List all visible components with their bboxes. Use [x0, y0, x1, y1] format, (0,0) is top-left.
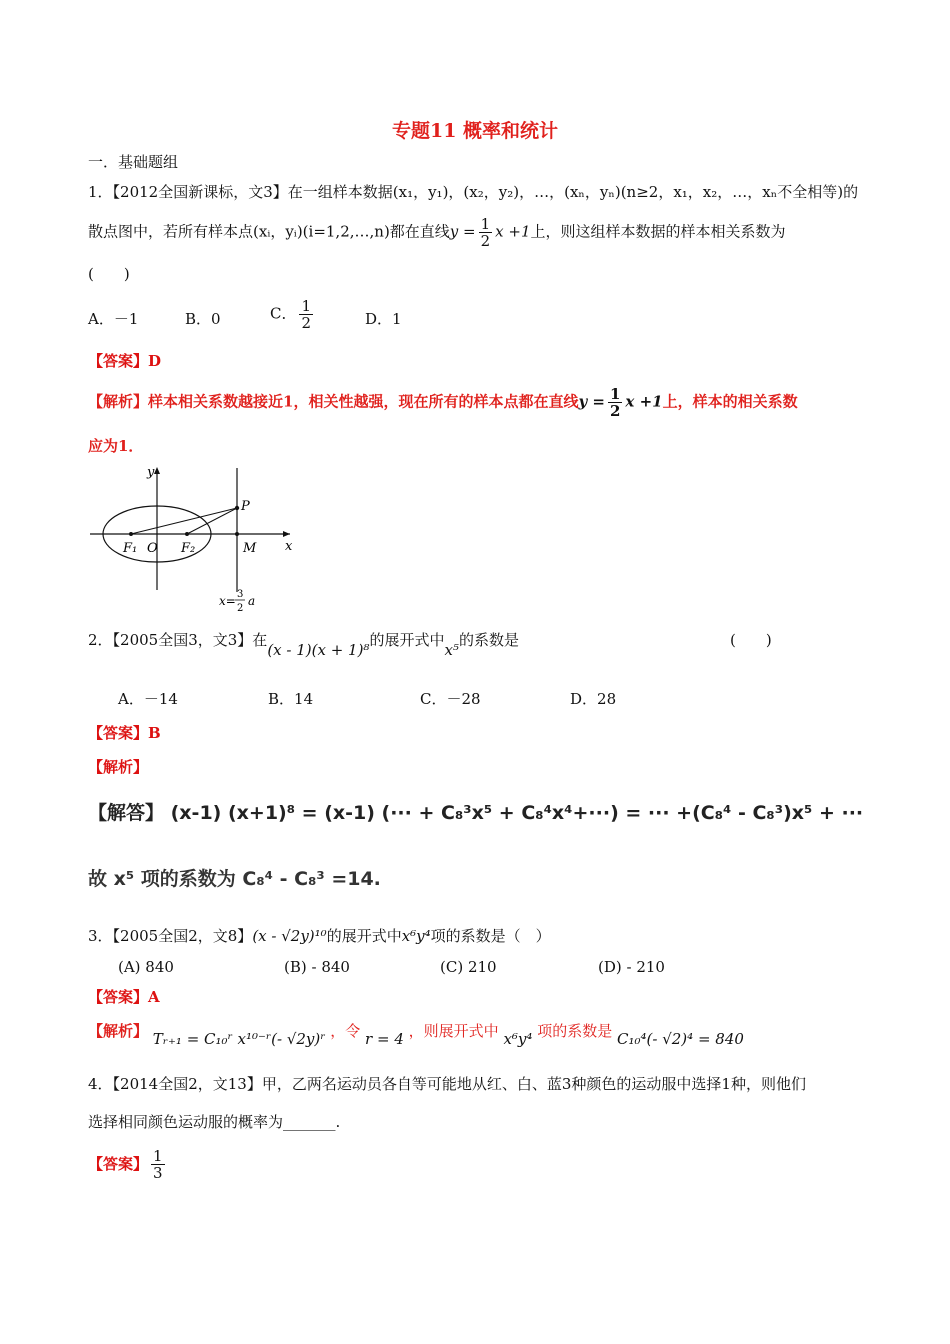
label-o: O: [147, 541, 158, 556]
label-line-den: 2: [237, 603, 244, 614]
q1-option-c: C． $\frac{1}{2}$: [270, 297, 312, 332]
q3-option-c: (C) 210: [440, 958, 497, 976]
label-x: x: [285, 539, 293, 554]
label-f2: F₂: [181, 541, 196, 556]
q2-stem: 2．【2005全国3，文3】在(x - 1)(x + 1)⁸的展开式中x⁵的系数是: [88, 631, 519, 659]
label-y: y: [147, 465, 155, 480]
segment-f1-p: [131, 508, 237, 534]
q3-option-b: (B) - 840: [284, 958, 350, 976]
label-m: M: [243, 541, 257, 556]
q3-option-a: (A) 840: [118, 958, 174, 976]
q3-option-d: (D) - 210: [598, 958, 665, 976]
y-axis-arrow: [154, 467, 160, 474]
q4-stem-line1: 4．【2014全国2，文13】甲，乙两名运动员各自等可能地从红、白、蓝3种颜色的运动服中选择1种，则他们: [88, 1075, 806, 1093]
label-f1: F₁: [123, 541, 138, 556]
q2-option-b: B．14: [268, 690, 314, 708]
point-p: [235, 506, 239, 510]
q1-analysis-line2: 应为1．: [88, 437, 144, 455]
label-line-num: 3: [237, 589, 244, 600]
q1-paren: ( ): [88, 265, 130, 283]
label-p: P: [241, 499, 250, 514]
section-heading: 一．基础题组: [88, 153, 179, 171]
q1-option-b: B．0: [185, 310, 221, 328]
label-line-x: x=: [219, 594, 236, 608]
q2-solution-line1: 【解答】 (x-1) (x+1)⁸ = (x-1) (··· + C₈³x⁵ + C₈⁴x⁴+···) = ··· +(C₈⁴ - C₈³)x⁵ + ···: [88, 802, 864, 824]
q3-stem: 3．【2005全国2，文8】(x - √2y)¹⁰的展开式中x⁶y⁴项的系数是（ ）: [88, 927, 551, 945]
q2-answer: 【答案】B: [88, 724, 161, 742]
q2-solution-line2: 故 x⁵ 项的系数为 C₈⁴ - C₈³ =14.: [88, 868, 381, 890]
segment-f2-p: [187, 508, 237, 534]
ellipse-figure: [85, 462, 305, 614]
q3-answer: 【答案】A: [88, 988, 160, 1006]
page-title: 专题11 概率和统计: [391, 120, 559, 142]
q1-stem-line1: 1．【2012全国新课标，文3】在一组样本数据(x₁，y₁)，(x₂，y₂)，…，(xₙ，yₙ)(n≥2，x₁，x₂，…，xₙ不全相等)的: [88, 183, 859, 201]
x-axis-arrow: [283, 531, 290, 537]
q4-answer: 【答案】 $\frac{1}{3}$: [88, 1147, 163, 1182]
q4-stem-line2: 选择相同颜色运动服的概率为_______.: [88, 1113, 341, 1131]
q1-stem-line2: 散点图中，若所有样本点(xᵢ，yᵢ)(i=1,2,…,n)都在直线y = $\frac{1}{2}$ x +1上，则这组样本数据的样本相关系数为: [88, 215, 786, 250]
point-m: [235, 532, 239, 536]
point-f2: [185, 532, 189, 536]
label-line-a: a: [248, 594, 256, 608]
q1-analysis-line1: 【解析】样本相关系数越接近1，相关性越强，现在所有的样本点都在直线y = $\frac{1}{2}$ x +1上，样本的相关系数: [88, 385, 798, 420]
q2-option-d: D．28: [570, 690, 617, 708]
q1-option-a: A．－1: [88, 310, 139, 328]
q1-option-d: D．1: [365, 310, 402, 328]
q2-option-a: A．－14: [118, 690, 178, 708]
q2-paren: ( ): [730, 631, 772, 649]
point-f1: [129, 532, 133, 536]
q1-answer: 【答案】D: [88, 352, 162, 370]
q2-analysis-label: 【解析】: [88, 758, 149, 776]
q2-option-c: C．－28: [420, 690, 481, 708]
q3-analysis: 【解析】 Tᵣ₊₁ = C₁₀ʳ x¹⁰⁻ʳ(- √2y)ʳ ，令 r = 4 ，则展开式中 x⁶y⁴ 项的系数是 C₁₀⁴(- √2)⁴ = 840: [88, 1022, 744, 1048]
